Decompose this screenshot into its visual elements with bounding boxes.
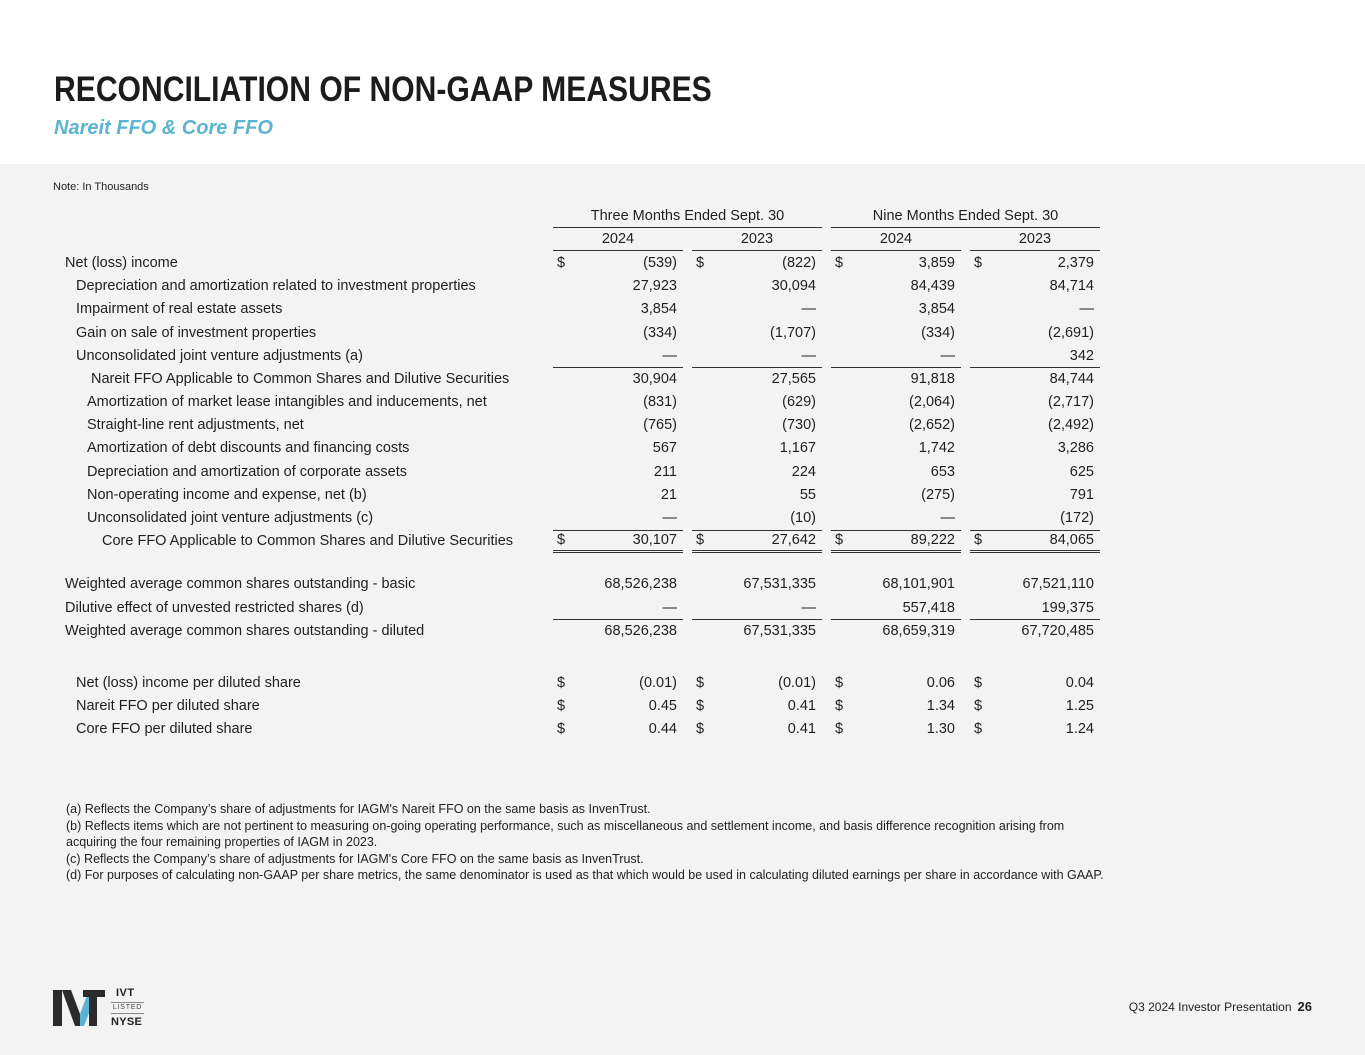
currency-cell: $ (557, 721, 566, 738)
row-label: Depreciation and amortization related to investment properties (76, 278, 476, 295)
currency-cell (692, 275, 712, 298)
row-label: Net (loss) income per diluted share (76, 674, 301, 691)
value-cell: 0.45 (648, 698, 677, 715)
currency-cell (692, 298, 712, 321)
value-cell: 68,101,901 (882, 576, 955, 593)
currency-cell (553, 321, 573, 344)
logo-ticker: IVT (116, 987, 135, 999)
value-cell: 0.41 (787, 698, 816, 715)
currency-cell: $ (696, 698, 705, 715)
value-cell: 0.06 (926, 674, 955, 691)
table-row (58, 344, 1100, 367)
table-row (58, 596, 1100, 619)
value-cell: 199,375 (1041, 599, 1094, 616)
value-cell: 1,167 (779, 440, 816, 457)
row-label: Unconsolidated joint venture adjustments (c) (87, 510, 374, 527)
row-label: Amortization of debt discounts and financing costs (87, 440, 410, 457)
table-body (58, 251, 1100, 741)
currency-cell (553, 506, 573, 529)
currency-cell (831, 298, 851, 321)
value-cell: 84,714 (1049, 278, 1094, 295)
currency-cell (553, 437, 573, 460)
row-label: Core FFO per diluted share (76, 721, 253, 738)
page-number: 26 (1297, 999, 1312, 1014)
currency-cell (692, 367, 712, 390)
value-cell: 67,531,335 (743, 576, 816, 593)
value-cell: — (801, 301, 816, 318)
value-cell: 30,904 (573, 367, 683, 390)
currency-cell (970, 321, 990, 344)
table-row (58, 275, 1100, 298)
footnote-b: (b) Reflects items which are not pertinent to measuring on-going operating performance, such as miscellaneous and settlement income, and basis difference recognition arising from acquiring the four remaining properties of IAGM in 2023. (66, 818, 1065, 849)
value-cell: (2,652) (909, 417, 955, 434)
currency-cell: $ (835, 721, 844, 738)
value-cell: 30,107 (573, 530, 683, 553)
value-cell: 68,659,319 (851, 619, 961, 642)
currency-cell (553, 391, 573, 414)
presentation-label: Q3 2024 Investor Presentation (1128, 1000, 1292, 1014)
value-cell: (275) (921, 486, 955, 503)
value-cell: 3,286 (1057, 440, 1094, 457)
currency-cell: $ (553, 530, 573, 553)
table-row (58, 506, 1100, 529)
row-label: Dilutive effect of unvested restricted shares (d) (65, 599, 364, 616)
currency-cell: $ (974, 698, 983, 715)
currency-cell (553, 275, 573, 298)
value-cell: 1.30 (926, 721, 955, 738)
logo-listed: LISTED (111, 1002, 144, 1014)
value-cell: (2,064) (909, 394, 955, 411)
table-row (58, 391, 1100, 414)
value-cell: (629) (782, 394, 816, 411)
currency-cell (970, 506, 990, 529)
value-cell: 1.34 (926, 698, 955, 715)
value-cell: (0.01) (639, 674, 677, 691)
table-row (58, 483, 1100, 506)
row-label: Non-operating income and expense, net (b) (87, 486, 367, 503)
value-cell: 89,222 (851, 530, 961, 553)
currency-cell: $ (835, 674, 844, 691)
header-band (0, 0, 1365, 164)
currency-cell (970, 437, 990, 460)
value-cell: 224 (791, 463, 816, 480)
year-header: 2024 (831, 228, 961, 251)
page-title: RECONCILIATION OF NON-GAAP MEASURES (54, 70, 712, 109)
value-cell: 557,418 (902, 599, 955, 616)
currency-cell (831, 344, 851, 367)
period-three-months: Three Months Ended Sept. 30 (553, 205, 822, 228)
currency-cell (692, 344, 712, 367)
value-cell: 91,818 (851, 367, 961, 390)
value-cell: — (1079, 301, 1094, 318)
value-cell: 67,531,335 (712, 619, 822, 642)
currency-cell (831, 573, 851, 596)
table-row (58, 695, 1100, 718)
currency-cell: $ (970, 530, 990, 553)
value-cell: (334) (643, 324, 677, 341)
currency-cell (692, 483, 712, 506)
value-cell: 27,565 (712, 367, 822, 390)
footnote-a: (a) Reflects the Company’s share of adjustments for IAGM's Nareit FFO on the same basis as InvenTrust. (66, 802, 651, 816)
value-cell: 67,521,110 (1022, 576, 1094, 593)
value-cell: 1.25 (1065, 698, 1094, 715)
value-cell: 84,065 (990, 530, 1100, 553)
currency-cell (692, 619, 712, 642)
value-cell: 3,854 (918, 301, 955, 318)
value-cell: 84,744 (990, 367, 1100, 390)
value-cell: 342 (1069, 347, 1094, 364)
currency-cell: $ (696, 254, 705, 271)
row-label: Net (loss) income (65, 254, 178, 271)
currency-cell (970, 483, 990, 506)
value-cell: 567 (652, 440, 677, 457)
row-label: Unconsolidated joint venture adjustments (a) (76, 347, 363, 364)
currency-cell (831, 596, 851, 619)
value-cell: 1,742 (918, 440, 955, 457)
currency-cell (970, 596, 990, 619)
currency-cell: $ (557, 698, 566, 715)
value-cell: 0.44 (648, 721, 677, 738)
currency-cell (692, 414, 712, 437)
currency-cell (553, 483, 573, 506)
currency-cell (970, 460, 990, 483)
table-row (58, 530, 1100, 553)
row-label: Straight-line rent adjustments, net (87, 417, 304, 434)
value-cell: 21 (660, 486, 677, 503)
currency-cell: $ (692, 530, 712, 553)
row-label: Nareit FFO Applicable to Common Shares and Dilutive Securities (91, 370, 510, 387)
table-row (58, 573, 1100, 596)
period-nine-months: Nine Months Ended Sept. 30 (831, 205, 1100, 228)
row-label: Depreciation and amortization of corporate assets (87, 463, 407, 480)
page-subtitle: Nareit FFO & Core FFO (54, 117, 273, 139)
currency-cell (970, 414, 990, 437)
currency-cell (553, 344, 573, 367)
value-cell: (730) (782, 417, 816, 434)
table-row (58, 321, 1100, 344)
currency-cell (831, 619, 851, 642)
value-cell: (1,707) (770, 324, 816, 341)
currency-cell (831, 321, 851, 344)
footnotes (66, 801, 1106, 884)
currency-cell (692, 596, 712, 619)
currency-cell (553, 298, 573, 321)
value-cell: (765) (643, 417, 677, 434)
value-cell: (172) (1060, 510, 1094, 527)
value-cell: — (662, 510, 677, 527)
table-row (58, 367, 1100, 390)
currency-cell (831, 483, 851, 506)
value-cell: (822) (782, 254, 816, 271)
spacer-row (58, 642, 1100, 671)
currency-cell (692, 321, 712, 344)
row-label: Core FFO Applicable to Common Shares and Dilutive Securities (102, 533, 514, 550)
currency-cell: $ (974, 721, 983, 738)
currency-cell (831, 460, 851, 483)
footnote-c: (c) Reflects the Company’s share of adjustments for IAGM's Core FFO on the same basis as InvenTrust. (66, 851, 644, 866)
reconciliation-table (58, 205, 1100, 741)
row-label: Gain on sale of investment properties (76, 324, 317, 341)
value-cell: 0.41 (787, 721, 816, 738)
value-cell: 211 (653, 463, 677, 480)
currency-cell: $ (557, 674, 566, 691)
value-cell: 0.04 (1065, 674, 1094, 691)
value-cell: (2,691) (1048, 324, 1094, 341)
currency-cell (970, 298, 990, 321)
value-cell: 625 (1069, 463, 1094, 480)
currency-cell (553, 414, 573, 437)
currency-cell (831, 275, 851, 298)
value-cell: 84,439 (910, 278, 955, 295)
ivt-logo-mark (53, 988, 107, 1028)
table-row (58, 251, 1100, 274)
value-cell: 68,526,238 (573, 619, 683, 642)
table-row (58, 298, 1100, 321)
table-row (58, 718, 1100, 741)
year-header-row (58, 228, 1100, 251)
value-cell: 30,094 (771, 278, 816, 295)
value-cell: (2,717) (1048, 394, 1094, 411)
currency-cell (692, 573, 712, 596)
row-label: Amortization of market lease intangibles and inducements, net (87, 394, 487, 411)
currency-cell (970, 391, 990, 414)
currency-cell (970, 573, 990, 596)
currency-cell: $ (974, 674, 983, 691)
value-cell: (0.01) (778, 674, 816, 691)
currency-cell (692, 460, 712, 483)
value-cell: 68,526,238 (604, 576, 677, 593)
currency-cell (831, 506, 851, 529)
currency-cell (970, 619, 990, 642)
currency-cell (831, 391, 851, 414)
currency-cell (970, 344, 990, 367)
row-label: Nareit FFO per diluted share (76, 698, 260, 715)
table-row (58, 671, 1100, 694)
value-cell: 3,854 (640, 301, 677, 318)
spacer-row (58, 553, 1100, 573)
value-cell: 3,859 (918, 254, 955, 271)
currency-cell (692, 391, 712, 414)
currency-cell: $ (557, 254, 566, 271)
period-header-row (58, 205, 1100, 228)
currency-cell: $ (835, 698, 844, 715)
year-header: 2024 (553, 228, 683, 251)
value-cell: 653 (930, 463, 955, 480)
value-cell: (2,492) (1048, 417, 1094, 434)
currency-cell (553, 367, 573, 390)
table-row (58, 460, 1100, 483)
value-cell: — (940, 347, 955, 364)
currency-cell: $ (835, 254, 844, 271)
row-label: Weighted average common shares outstanding - basic (65, 576, 416, 593)
value-cell: 55 (799, 486, 816, 503)
currency-cell (692, 437, 712, 460)
value-cell: (10) (790, 510, 816, 527)
currency-cell (553, 596, 573, 619)
row-label: Weighted average common shares outstanding - diluted (65, 622, 425, 639)
year-header: 2023 (692, 228, 822, 251)
currency-cell (970, 275, 990, 298)
currency-cell (970, 367, 990, 390)
logo-exchange: NYSE (111, 1016, 143, 1028)
value-cell: — (801, 599, 816, 616)
value-cell: 67,720,485 (990, 619, 1100, 642)
table-row (58, 414, 1100, 437)
currency-cell (831, 437, 851, 460)
currency-cell (831, 367, 851, 390)
currency-cell: $ (974, 254, 983, 271)
value-cell: (334) (921, 324, 955, 341)
currency-cell (553, 460, 573, 483)
value-cell: 27,642 (712, 530, 822, 553)
currency-cell: $ (696, 674, 705, 691)
footnote-d: (d) For purposes of calculating non-GAAP per share metrics, the same denominator is used as that which would be used in calculating diluted earnings per share in accordance with GAAP. (66, 868, 1104, 882)
value-cell: — (940, 510, 955, 527)
value-cell: — (662, 599, 677, 616)
year-header: 2023 (970, 228, 1100, 251)
value-cell: 1.24 (1065, 721, 1094, 738)
currency-cell (692, 506, 712, 529)
value-cell: (831) (643, 394, 677, 411)
table-row (58, 437, 1100, 460)
value-cell: 2,379 (1057, 254, 1094, 271)
value-cell: 791 (1069, 486, 1094, 503)
value-cell: — (801, 347, 816, 364)
value-cell: (539) (643, 254, 677, 271)
row-label: Impairment of real estate assets (76, 301, 283, 318)
currency-cell (831, 414, 851, 437)
currency-cell (553, 619, 573, 642)
footer (1129, 999, 1312, 1014)
table-row (58, 619, 1100, 642)
currency-cell: $ (831, 530, 851, 553)
units-note: Note: In Thousands (53, 181, 149, 193)
currency-cell: $ (696, 721, 705, 738)
value-cell: — (662, 347, 677, 364)
value-cell: 27,923 (632, 278, 677, 295)
currency-cell (553, 573, 573, 596)
